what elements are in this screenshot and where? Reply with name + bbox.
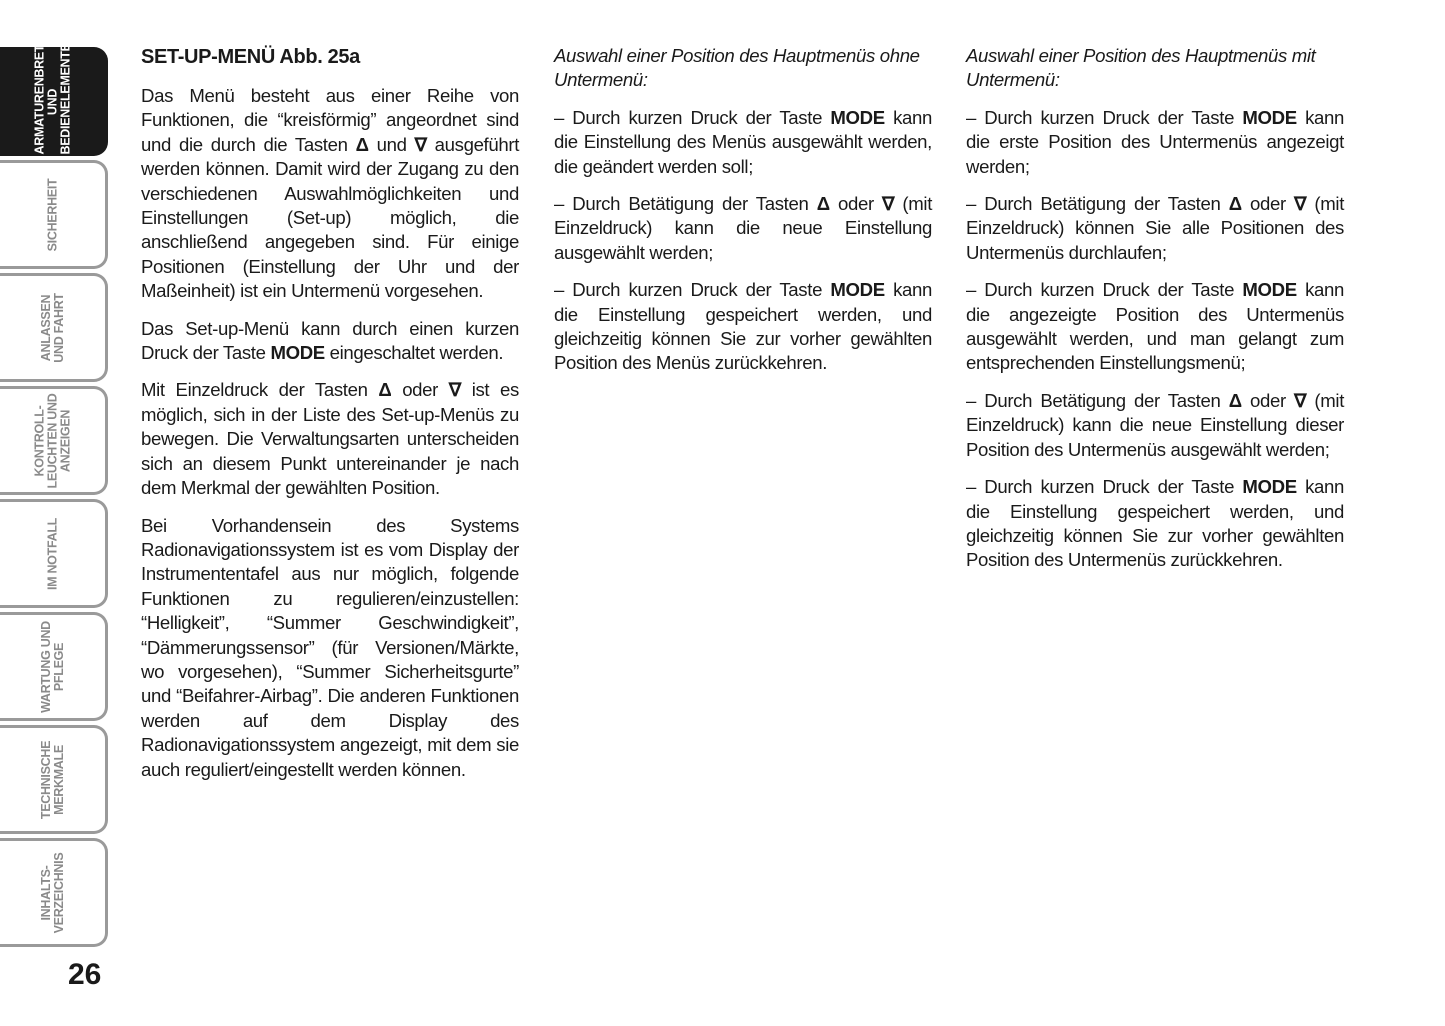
- emphasis-text: Δ: [378, 379, 392, 401]
- body-paragraph: [554, 106, 932, 179]
- tab-sicherheit[interactable]: [0, 160, 108, 269]
- text-segment: kann die angezeigte Position des Untermenüs ausgewählt werden, und man gelangt zum entsprechenden Einstellungsmenü;: [966, 279, 1344, 374]
- tab-kontrollleuchten[interactable]: [0, 386, 108, 495]
- tab-label: IM NOTFALL: [45, 517, 59, 590]
- text-segment: eingeschaltet werden.: [324, 342, 504, 364]
- tab-wartung[interactable]: [0, 612, 108, 721]
- text-segment: (mit Einzeldruck) können Sie alle Positionen des Untermenüs durchlaufen;: [966, 193, 1345, 263]
- text-segment: kann die Einstellung des Menüs ausgewählt werden, die geändert werden soll;: [554, 106, 932, 177]
- section-heading: SET-UP-MENÜ Abb. 25a: [141, 46, 360, 68]
- body-paragraph: [966, 278, 1344, 376]
- text-segment: – Durch kurzen Druck der Taste: [966, 106, 1243, 128]
- tab-label: SICHERHEIT: [45, 178, 59, 251]
- text-segment: – Durch kurzen Druck der Taste: [966, 279, 1243, 301]
- text-segment: (mit Einzeldruck) kann die neue Einstellung ausgewählt werden;: [554, 193, 933, 263]
- text-segment: oder: [1241, 193, 1295, 215]
- tab-label: KONTROLL- LEUCHTEN UND ANZEIGEN: [32, 393, 72, 489]
- body-paragraph: [966, 106, 1344, 179]
- emphasis-text: ∇: [882, 193, 895, 215]
- intro-text: Auswahl einer Position des Hauptmenüs mit Untermenü:: [966, 45, 1316, 91]
- text-segment: ist es möglich, sich in der Liste des Set-up-Menüs zu bewegen. Die Verwaltungsarten unterscheiden sich an diesem Punkt untereinander je nach dem Merkmal der gewählten Position.: [141, 379, 519, 499]
- body-paragraph: [966, 389, 1344, 462]
- text-segment: Bei Vorhandensein des Systems Radionavigationssystem ist es vom Display der Instrumententafel aus nur möglich, folgende Funktionen zu regulieren/einzustellen: “Helligkeit”, “Summer Geschwindigkeit”, “Dämmerungssensor” (für Versionen/Märkte, wo vorgesehen), “Summer Sicherheitsgurte” und “Beifahrer-Airbag”. Die anderen Funktionen werden auf dem Display des Radionavigationssystem angezeigt, mit dem sie auch reguliert/eingestellt werden können.: [141, 514, 519, 780]
- text-segment: Mit Einzeldruck der Tasten: [141, 379, 379, 401]
- section-tabs: [0, 36, 108, 951]
- emphasis-text: MODE: [830, 106, 885, 128]
- tab-armaturenbrett[interactable]: [0, 36, 108, 156]
- tab-label: INHALTS- VERZEICHNIS: [38, 852, 66, 933]
- text-segment: – Durch kurzen Druck der Taste: [966, 476, 1243, 498]
- column-3: [966, 44, 1344, 586]
- intro-text: Auswahl einer Position des Hauptmenüs ohne Untermenü:: [554, 45, 920, 91]
- text-segment: und: [368, 133, 415, 155]
- text-segment: kann die erste Position des Untermenüs angezeigt werden;: [966, 106, 1344, 177]
- tab-label: TECHNISCHE MERKMALE: [38, 740, 66, 819]
- column-1: [141, 44, 519, 795]
- text-segment: kann die Einstellung gespeichert werden, und gleichzeitig können Sie zur vorher gewählten Position des Menüs zurückkehren.: [554, 279, 932, 374]
- tab-label: WARTUNG UND PFLEGE: [38, 620, 66, 713]
- emphasis-text: ∇: [1294, 389, 1307, 411]
- emphasis-text: Δ: [1228, 193, 1242, 215]
- text-segment: ausgeführt werden können. Damit wird der Zugang zu den verschiedenen Auswahlmöglichkeiten und Einstellungen (Set-up) möglich, die anschließend angegeben sind. Für einige Positionen (Einstellung der Uhr und der Maßeinheit) ist ein Untermenü vorgesehen.: [141, 133, 520, 302]
- body-paragraph: [141, 84, 519, 304]
- emphasis-text: ∇: [414, 133, 427, 155]
- page-number: 26: [68, 958, 102, 991]
- tab-inhaltsverzeichnis[interactable]: [0, 838, 108, 947]
- text-segment: Das Set-up-Menü kann durch einen kurzen Druck der Taste: [141, 317, 519, 364]
- text-segment: – Durch Betätigung der Tasten: [554, 193, 817, 215]
- body-paragraph: [966, 475, 1344, 573]
- text-segment: – Durch kurzen Druck der Taste: [554, 106, 831, 128]
- emphasis-text: MODE: [1242, 279, 1297, 301]
- body-paragraph: [966, 192, 1344, 265]
- emphasis-text: ∇: [1294, 193, 1307, 215]
- text-segment: – Durch kurzen Druck der Taste: [554, 279, 831, 301]
- tab-label: ANLASSEN UND FAHRT: [38, 292, 66, 363]
- text-segment: oder: [1241, 389, 1295, 411]
- emphasis-text: Δ: [355, 133, 369, 155]
- emphasis-text: MODE: [1242, 476, 1297, 498]
- emphasis-text: MODE: [270, 342, 325, 364]
- tab-anlassen[interactable]: [0, 273, 108, 382]
- text-segment: – Durch Betätigung der Tasten: [966, 193, 1229, 215]
- emphasis-text: Δ: [816, 193, 830, 215]
- body-paragraph: [554, 278, 932, 376]
- text-segment: kann die Einstellung gespeichert werden, und gleichzeitig können Sie zur vorher gewählten Position des Untermenüs zurückkehren.: [966, 476, 1344, 571]
- body-paragraph: [141, 317, 519, 366]
- body-paragraph: [141, 378, 519, 500]
- column-2: [554, 44, 932, 389]
- text-segment: oder: [829, 193, 883, 215]
- emphasis-text: MODE: [1242, 106, 1297, 128]
- text-segment: Das Menü besteht aus einer Reihe von Funktionen, die “kreisförmig” angeordnet sind und die durch die Tasten: [141, 85, 519, 155]
- emphasis-text: ∇: [448, 379, 461, 401]
- tab-im-notfall[interactable]: [0, 499, 108, 608]
- body-paragraph: [554, 192, 932, 265]
- text-segment: (mit Einzeldruck) kann die neue Einstellung dieser Position des Untermenüs ausgewählt werden;: [966, 389, 1345, 460]
- body-paragraph: [141, 514, 519, 782]
- tab-label: ARMATURENBRETT UND BEDIENELEMENTE: [32, 36, 72, 154]
- emphasis-text: Δ: [1228, 389, 1242, 411]
- tab-technische-merkmale[interactable]: [0, 725, 108, 834]
- text-segment: oder: [391, 379, 449, 401]
- emphasis-text: MODE: [830, 279, 885, 301]
- text-segment: – Durch Betätigung der Tasten: [966, 389, 1229, 411]
